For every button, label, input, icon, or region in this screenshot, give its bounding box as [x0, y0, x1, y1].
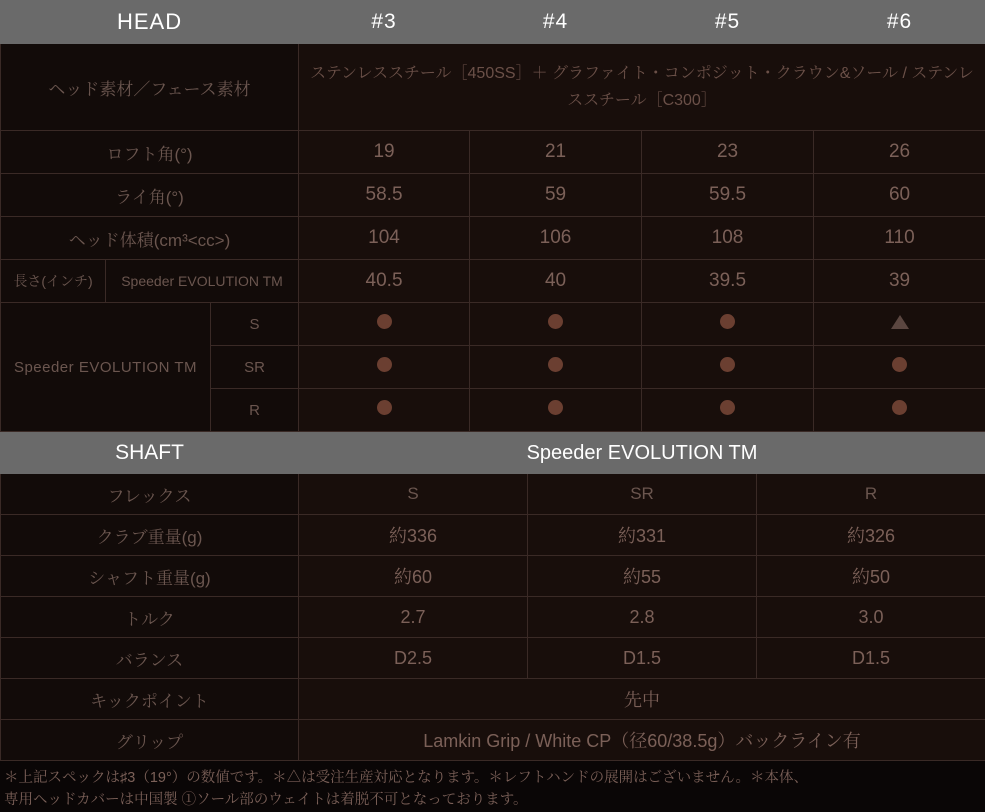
- lie-label: ライ角(°): [1, 174, 299, 217]
- flex-mark-s-3: [299, 303, 470, 346]
- head-club-4: #4: [470, 1, 642, 44]
- length-value-4: 40: [470, 260, 642, 303]
- table-row: [1, 720, 985, 761]
- flex-label-r: R: [211, 389, 299, 432]
- flex-mark-sr-6: [814, 346, 985, 389]
- shaft-weight-s: 約60: [299, 556, 528, 597]
- flex-row-s: [1, 303, 985, 346]
- table-row: [1, 515, 985, 556]
- loft-value-3: 19: [299, 131, 470, 174]
- grip-value: Lamkin Grip / White CP（径60/38.5g）バックライン有: [299, 720, 985, 761]
- shaft-weight-label: シャフト重量(g): [1, 556, 299, 597]
- torque-label: トルク: [1, 597, 299, 638]
- table-row: [1, 597, 985, 638]
- flex-label-s: S: [211, 303, 299, 346]
- club-weight-s: 約336: [299, 515, 528, 556]
- shaft-spec-table: [0, 432, 985, 761]
- kickpoint-label: キックポイント: [1, 679, 299, 720]
- volume-value-3: 104: [299, 217, 470, 260]
- head-club-3: #3: [299, 1, 470, 44]
- grip-label: グリップ: [1, 720, 299, 761]
- flex-col-sr: SR: [528, 474, 757, 515]
- loft-value-5: 23: [642, 131, 814, 174]
- flex-mark-r-5: [642, 389, 814, 432]
- loft-value-6: 26: [814, 131, 985, 174]
- footnote: [0, 761, 985, 812]
- flex-mark-sr-5: [642, 346, 814, 389]
- circle-icon: [720, 314, 735, 329]
- table-row: [1, 260, 985, 303]
- length-value-5: 39.5: [642, 260, 814, 303]
- torque-sr: 2.8: [528, 597, 757, 638]
- head-material-row: [1, 44, 985, 131]
- flex-mark-r-3: [299, 389, 470, 432]
- lie-value-6: 60: [814, 174, 985, 217]
- circle-icon: [377, 314, 392, 329]
- flex-mark-sr-4: [470, 346, 642, 389]
- flex-col-s: S: [299, 474, 528, 515]
- head-club-6: #6: [814, 1, 985, 44]
- shaft-header-title: Speeder EVOLUTION TM: [299, 433, 985, 474]
- length-value-3: 40.5: [299, 260, 470, 303]
- flex-mark-s-4: [470, 303, 642, 346]
- circle-icon: [377, 357, 392, 372]
- circle-icon: [377, 400, 392, 415]
- flex-row-label: フレックス: [1, 474, 299, 515]
- circle-icon: [548, 314, 563, 329]
- table-row: [1, 174, 985, 217]
- volume-label: ヘッド体積(cm³<cc>): [1, 217, 299, 260]
- balance-r: D1.5: [757, 638, 985, 679]
- volume-value-6: 110: [814, 217, 985, 260]
- torque-r: 3.0: [757, 597, 985, 638]
- lie-value-5: 59.5: [642, 174, 814, 217]
- circle-icon: [892, 400, 907, 415]
- circle-icon: [548, 357, 563, 372]
- shaft-weight-sr: 約55: [528, 556, 757, 597]
- balance-label: バランス: [1, 638, 299, 679]
- head-club-5: #5: [642, 1, 814, 44]
- flex-mark-r-4: [470, 389, 642, 432]
- table-row: [1, 679, 985, 720]
- volume-value-5: 108: [642, 217, 814, 260]
- flex-mark-s-5: [642, 303, 814, 346]
- flex-mark-sr-3: [299, 346, 470, 389]
- balance-s: D2.5: [299, 638, 528, 679]
- torque-s: 2.7: [299, 597, 528, 638]
- circle-icon: [892, 357, 907, 372]
- balance-sr: D1.5: [528, 638, 757, 679]
- loft-label: ロフト角(°): [1, 131, 299, 174]
- flex-group-label: Speeder EVOLUTION TM: [1, 303, 211, 432]
- length-shaft-label: Speeder EVOLUTION TM: [106, 260, 299, 303]
- flex-col-r: R: [757, 474, 985, 515]
- shaft-weight-r: 約50: [757, 556, 985, 597]
- triangle-icon: [891, 315, 909, 329]
- loft-value-4: 21: [470, 131, 642, 174]
- head-header-row: [1, 1, 985, 44]
- length-value-6: 39: [814, 260, 985, 303]
- shaft-header-row: [1, 433, 985, 474]
- length-label: 長さ(インチ): [1, 260, 106, 303]
- table-row: [1, 131, 985, 174]
- club-weight-r: 約326: [757, 515, 985, 556]
- club-weight-label: クラブ重量(g): [1, 515, 299, 556]
- table-row: [1, 556, 985, 597]
- lie-value-3: 58.5: [299, 174, 470, 217]
- circle-icon: [720, 357, 735, 372]
- lie-value-4: 59: [470, 174, 642, 217]
- footnote-line-2: 専用ヘッドカバーは中国製 ①ソール部のウェイトは着脱不可となっております。: [4, 789, 981, 811]
- club-weight-sr: 約331: [528, 515, 757, 556]
- kickpoint-value: 先中: [299, 679, 985, 720]
- table-row: [1, 474, 985, 515]
- flex-mark-r-6: [814, 389, 985, 432]
- volume-value-4: 106: [470, 217, 642, 260]
- footnote-line-1: ＊上記スペックは♯3（19°）の数値です。＊△は受注生産対応となります。＊レフトハンドの展開はございません。＊本体、: [4, 767, 981, 789]
- table-row: [1, 638, 985, 679]
- flex-label-sr: SR: [211, 346, 299, 389]
- head-material-label: ヘッド素材／フェース素材: [1, 44, 299, 131]
- shaft-header-label: SHAFT: [1, 433, 299, 474]
- flex-mark-s-6: [814, 303, 985, 346]
- table-row: [1, 217, 985, 260]
- head-header-label: HEAD: [1, 1, 299, 44]
- head-material-value: ステンレススチール［450SS］＋ グラファイト・コンポジット・クラウン&ソール / ステンレススチール［C300］: [299, 44, 985, 131]
- circle-icon: [548, 400, 563, 415]
- circle-icon: [720, 400, 735, 415]
